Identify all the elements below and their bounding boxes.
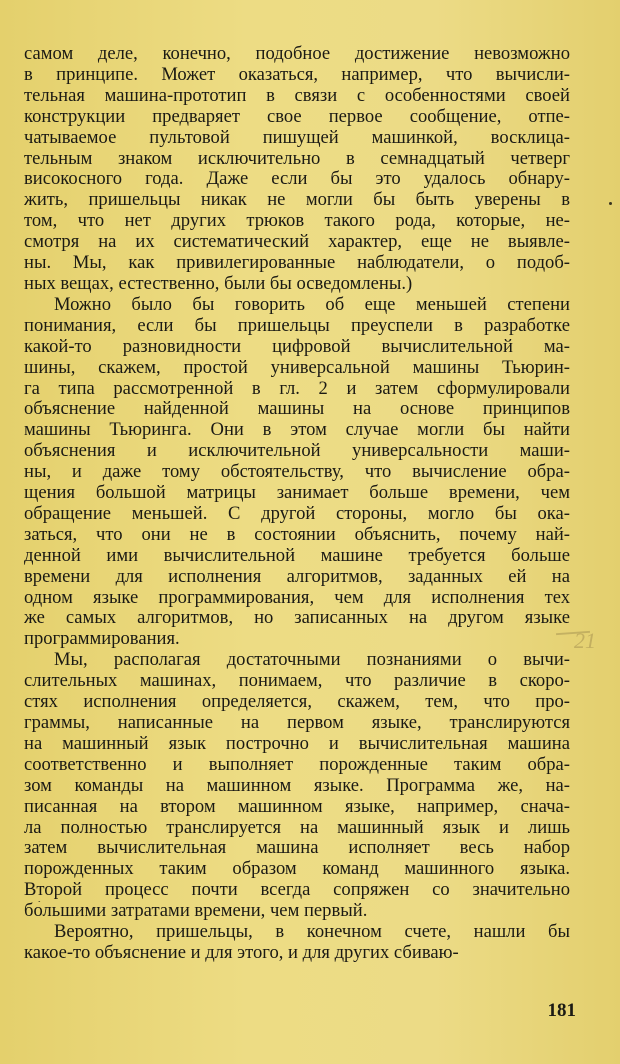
text-line: объяснение найденной машины на основе принципов [24,399,570,420]
text-line: одном языке программирования, чем для исполнения тех [24,587,570,608]
text-line: ных вещах, естественно, были бы осведомлены.) [24,273,413,294]
text-line: Мы, располагая достаточными познаниями о вычи- [54,650,570,671]
text-line: конструкции предваряет свое первое сообщение, отпе- [24,106,570,127]
text-line: денной ими вычислительной машине требуется больше [24,545,570,566]
text-line: ны, и даже тому обстоятельству, что вычисление обра- [24,462,570,483]
text-line: зом команды на машинном языке. Программа же, на- [24,775,570,796]
text-line: затем вычислительная машина исполняет весь набор [24,838,570,859]
text-line: тельная машина-прототип в связи с особенностями своей [24,85,570,106]
text-line: том, что нет других трюков такого рода, которые, не- [24,211,570,232]
text-line: времени для исполнения алгоритмов, заданных ей на [24,566,570,587]
text-line: га типа рассмотренной в гл. 2 и затем сформулировали [24,378,570,399]
text-line: соответственно и выполняет порожденные таким обра- [24,754,570,775]
text-line: на машинный язык построчно и вычислительная машина [24,733,570,754]
text-line: порожденных таким образом команд машинного языка. [24,859,570,880]
text-line: Второй процесс почти всегда сопряжен со значительно [24,880,570,901]
text-line: шины, скажем, простой универсальной машины Тьюрин- [24,357,570,378]
text-line: какой-то разновидности цифровой вычислительной ма- [24,336,570,357]
text-line: тельным знаком исключительно в семнадцатый четверг [24,148,570,169]
text-line: щения большой матрицы занимает больше времени, чем [24,483,570,504]
text-line: бо́льшими затратами времени, чем первый. [24,901,368,922]
ink-speck [609,202,612,205]
text-line: жить, пришельцы никак не могли бы быть уверены в [24,190,570,211]
text-line: ла полностью транслируется на машинный язык и лишь [24,817,570,838]
text-line: стях исполнения определяется, скажем, тем, что про- [24,692,570,713]
text-line: программирования. [24,629,180,650]
text-line: Можно было бы говорить об еще меньшей степени [54,294,570,315]
text-line: граммы, написанные на первом языке, транслируются [24,713,570,733]
body-text [24,44,570,964]
margin-note: 21 [574,628,596,650]
text-line: самом деле, конечно, подобное достижение невозможно [24,44,570,64]
text-line: в принципе. Может оказаться, например, что вычисли- [24,64,570,85]
paragraph [24,650,570,922]
page-number: 181 [547,1000,576,1021]
paragraph [24,295,570,650]
text-line: объяснения и исключительной универсальности маши- [24,441,570,462]
paragraph [24,44,570,295]
text-line: заться, что они не в состоянии объяснить, почему най- [24,524,570,545]
text-line: ны. Мы, как привилегированные наблюдатели, о подоб- [24,253,570,274]
text-line: машины Тьюринга. Они в этом случае могли бы найти [24,420,570,441]
text-line: смотря на их систематический характер, еще не выявле- [24,232,570,253]
text-line: какое-то объяснение и для этого, и для других сбиваю- [24,942,459,963]
text-line: понимания, если бы пришельцы преуспели в разработке [24,315,570,336]
text-line: писанная на втором машинном языке, например, снача- [24,796,570,817]
text-line: обращение меньшей. С другой стороны, могло бы ока- [24,503,570,524]
text-line: же самых алгоритмов, но записанных на другом языке [24,608,570,629]
paragraph [24,922,570,964]
text-line: високосного года. Даже если бы это удалось обнару- [24,169,570,190]
text-line: слительных машинах, понимаем, что различие в скоро- [24,671,570,692]
text-line: чатываемое пультовой пишущей машинкой, восклица- [24,127,570,148]
text-line: Вероятно, пришельцы, в конечном счете, нашли бы [54,922,570,943]
